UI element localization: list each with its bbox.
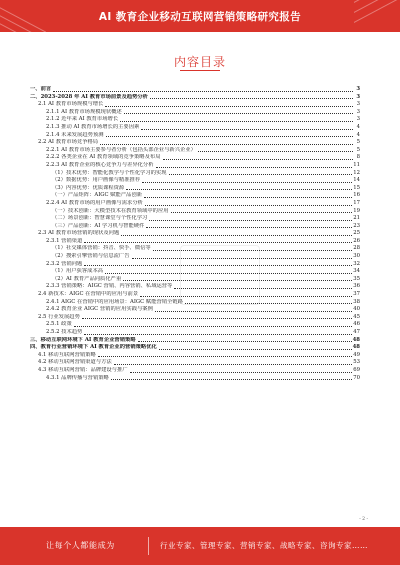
toc-entry-title: 2.5.1 政策 (46, 321, 72, 328)
toc-entry[interactable] (30, 124, 360, 132)
toc-entry-title: 一、前言 (30, 86, 52, 92)
toc-entry-title: 2.4 新技术：AIGC 在营销中的应用与前景 (38, 291, 139, 298)
toc-entry[interactable] (30, 276, 360, 284)
toc-entry-page: 26 (353, 237, 360, 244)
toc-entry[interactable] (30, 230, 360, 238)
toc-leader-dots (132, 258, 353, 259)
toc-leader-dots (123, 280, 352, 281)
toc-entry-page: 25 (353, 230, 360, 237)
toc-entry-title: 2.1 AI 教育市场规模与增长 (38, 101, 104, 108)
toc-heading-underline (180, 70, 220, 71)
toc-entry[interactable] (30, 299, 360, 307)
toc-entry-page: 16 (353, 192, 360, 199)
toc-entry[interactable] (30, 253, 360, 261)
toc-leader-dots (105, 106, 353, 107)
toc-entry-title: 2.5 行业发展趋势 (38, 313, 80, 320)
toc-entry-page: 3 (356, 116, 360, 123)
toc-entry[interactable] (30, 344, 360, 352)
toc-entry-title: （1）用户获客成本高 (52, 268, 104, 275)
toc-leader-dots (155, 311, 352, 312)
toc-entry-title: 2.4.2 教育企业 AIGC 营销的应用实践与案例 (46, 306, 153, 313)
toc-entry[interactable] (30, 101, 360, 109)
toc-entry-page: 45 (353, 313, 360, 320)
toc-entry-page: 4 (356, 123, 360, 130)
toc-entry-page: 11 (353, 161, 360, 168)
toc-entry-page: 32 (353, 260, 360, 267)
toc-entry[interactable] (30, 147, 360, 155)
toc-entry-title: （2）AI 教育产品同质化严重 (52, 275, 122, 282)
toc-entry[interactable] (30, 359, 360, 367)
toc-leader-dots (53, 91, 353, 92)
toc-entry-title: 2.2.2 各类企业在 AI 教育领域的竞争策略及布局 (46, 154, 161, 161)
toc-entry-page: 36 (353, 283, 360, 290)
toc-leader-dots (144, 197, 352, 198)
toc-entry-page: 5 (356, 146, 360, 153)
toc-entry[interactable] (30, 139, 360, 147)
toc-entry-page: 12 (353, 169, 360, 176)
toc-entry-title: 2.3.1 营销渠道 (46, 237, 83, 244)
toc-entry[interactable] (30, 116, 360, 124)
toc-entry[interactable] (30, 238, 360, 246)
toc-leader-dots (121, 235, 352, 236)
footer-slogan-right: 行业专家、管理专家、营销专家、战略专家、咨询专家…… (160, 541, 368, 550)
toc-leader-dots (106, 136, 353, 137)
toc-entry-page: 3 (356, 86, 360, 92)
toc-entry-title: 2.3 AI 教育市场营销的现状及问题 (38, 230, 120, 237)
toc-entry-title: （三）产品创新：AI 学习机与智能硬件 (52, 222, 145, 229)
toc-entry-title: （2）搜索引擎营销与信息流广告 (52, 253, 130, 260)
toc-entry-page: 47 (353, 329, 360, 335)
report-title: AI 教育企业移动互联网营销策略研究报告 (98, 10, 302, 23)
toc-entry[interactable] (30, 185, 360, 193)
toc-entry[interactable] (30, 306, 360, 314)
toc-entry-title: 三、移动互联网环境下 AI 教育企业营销策略 (30, 336, 136, 343)
footer-banner (0, 527, 400, 565)
toc-leader-dots (198, 151, 353, 152)
toc-entry[interactable] (30, 170, 360, 178)
toc-entry[interactable] (30, 321, 360, 329)
toc-entry-page: 48 (352, 336, 360, 343)
toc-leader-dots (142, 182, 352, 183)
toc-entry-page: 37 (353, 291, 360, 298)
toc-entry-title: 2.2.4 AI 教育市场的用户画像与需求分析 (46, 199, 143, 206)
table-of-contents (30, 86, 360, 382)
toc-entry-page: 48 (352, 344, 360, 351)
toc-leader-dots (74, 326, 352, 327)
toc-entry[interactable] (30, 215, 360, 223)
toc-entry-title: 二、2023-2028 年 AI 教育市场前景及趋势分析 (30, 93, 148, 100)
header-banner (0, 0, 400, 32)
toc-leader-dots (185, 303, 352, 304)
toc-entry-page: 4 (356, 131, 360, 138)
toc-leader-dots (141, 129, 353, 130)
footer-divider (148, 537, 149, 555)
toc-entry-title: 2.3.3 营销策略：AIGC 营销、内容营销、私域运营等 (46, 283, 173, 290)
toc-entry-page: 3 (356, 101, 360, 108)
toc-entry[interactable] (30, 268, 360, 276)
toc-entry[interactable] (30, 314, 360, 322)
toc-entry[interactable] (30, 132, 360, 140)
toc-leader-dots (124, 113, 353, 114)
toc-entry-title: 四、教育行业营销环境下 AI 教育企业的营销策略优化 (30, 344, 157, 351)
header-decoration-right (354, 0, 400, 32)
toc-entry-title: 2.5.2 技术趋势 (46, 329, 83, 335)
toc-entry[interactable] (30, 192, 360, 200)
toc-leader-dots (149, 220, 352, 221)
toc-leader-dots (126, 189, 352, 190)
toc-leader-dots (146, 227, 352, 228)
toc-leader-dots (114, 364, 353, 365)
toc-entry-page: 49 (353, 351, 360, 358)
toc-leader-dots (84, 265, 352, 266)
toc-entry-page: 21 (353, 215, 360, 222)
toc-entry-title: （3）内容优势：优质课程资源 (52, 184, 125, 191)
toc-entry[interactable] (30, 245, 360, 253)
toc-entry-page: 46 (353, 321, 360, 328)
toc-entry-page: 40 (353, 306, 360, 313)
toc-entry-page: 35 (353, 275, 360, 282)
toc-entry-title: 2.1.4 未来发展趋势预测 (46, 131, 104, 138)
toc-entry-page: 23 (353, 222, 360, 229)
toc-entry-title: 2.1.2 近年来 AI 教育市场增长 (46, 116, 119, 123)
header-decoration-left (0, 0, 46, 32)
toc-entry[interactable] (30, 283, 360, 291)
toc-entry-page: 17 (353, 199, 360, 206)
toc-entry-title: 2.2.1 AI 教育市场主要参与者分析（包括头部企业与新兴企业） (46, 146, 196, 153)
toc-leader-dots (84, 242, 352, 243)
toc-entry-page: 69 (353, 366, 360, 373)
toc-entry-title: 2.2 AI 教育市场竞争格局 (38, 139, 99, 146)
toc-leader-dots (138, 341, 352, 342)
toc-entry[interactable] (30, 154, 360, 162)
toc-entry[interactable] (30, 291, 360, 299)
toc-entry[interactable] (30, 367, 360, 375)
toc-leader-dots (169, 174, 353, 175)
toc-entry-page: 28 (353, 245, 360, 252)
toc-heading: 内容目录 (173, 55, 226, 69)
toc-leader-dots (82, 318, 352, 319)
toc-leader-dots (156, 167, 353, 168)
toc-entry[interactable] (30, 177, 360, 185)
toc-entry-title: （2）数据优势：用户画像与精准推荐 (52, 177, 141, 184)
toc-entry-page: 30 (353, 253, 360, 260)
toc-leader-dots (98, 356, 352, 357)
toc-leader-dots (120, 121, 353, 122)
toc-entry[interactable] (30, 200, 360, 208)
toc-leader-dots (171, 212, 353, 213)
toc-entry-title: （一）技术创新：大模型技术在教育领域中的应用 (52, 207, 169, 214)
toc-entry[interactable] (30, 261, 360, 269)
toc-leader-dots (163, 159, 354, 160)
toc-entry-title: 2.1.3 推动 AI 教育市场增长的主要因素 (46, 123, 140, 130)
toc-entry-title: （1）技术优势：智能化教学与个性化学习的实现 (52, 169, 167, 176)
toc-leader-dots (84, 334, 352, 335)
toc-entry-title: （1）社交媒体营销：抖音、快手、微信等 (52, 245, 151, 252)
toc-entry[interactable] (30, 352, 360, 360)
toc-entry[interactable] (30, 208, 360, 216)
footer-slogan-left: 让每个人都能成为 (46, 541, 115, 550)
toc-entry[interactable] (30, 109, 360, 117)
toc-entry-title: 4.3.1 品牌传播与营销策略 (46, 374, 109, 381)
toc-entry-title: 2.1.1 AI 教育市场规模现状概述 (46, 108, 122, 115)
toc-entry-title: 4.1 移动互联网营销策略 (38, 351, 96, 358)
toc-entry-title: 2.3.2 营销问题 (46, 260, 83, 267)
toc-leader-dots (111, 379, 352, 380)
toc-entry[interactable] (30, 375, 360, 383)
toc-entry-page: 8 (356, 154, 360, 161)
toc-entry-page: 19 (353, 207, 360, 214)
toc-leader-dots (145, 205, 352, 206)
toc-entry[interactable] (30, 337, 360, 345)
toc-leader-dots (174, 288, 352, 289)
toc-entry-page: 38 (353, 298, 360, 305)
toc-leader-dots (150, 98, 353, 99)
toc-entry-title: 4.2 移动互联网营销渠道与方法 (38, 359, 112, 366)
toc-entry-page: 53 (353, 359, 360, 366)
toc-entry-page: 3 (356, 108, 360, 115)
toc-entry-page: 70 (353, 374, 360, 381)
toc-entry-page: 14 (353, 177, 360, 184)
toc-entry[interactable] (30, 94, 360, 102)
toc-entry[interactable] (30, 223, 360, 231)
toc-leader-dots (130, 372, 353, 373)
toc-entry[interactable] (30, 162, 360, 170)
page-number: - 2 - (359, 517, 368, 522)
toc-leader-dots (140, 296, 352, 297)
toc-entry-title: （二）场景创新：智慧课堂与个性化学习 (52, 215, 148, 222)
toc-entry-page: 34 (353, 268, 360, 275)
toc-leader-dots (153, 250, 353, 251)
toc-entry-title: 4.3 移动互联网营销：品牌建设与推广 (38, 366, 128, 373)
toc-entry-title: 2.2.3 AI 教育企业的核心竞争力与差异化分析 (46, 161, 154, 168)
toc-entry[interactable] (30, 86, 360, 94)
toc-entry-title: 2.4.1 AIGC 在营销中的应用场景：AIGC 赋能营销全链路 (46, 298, 183, 305)
toc-entry-page: 5 (356, 139, 360, 146)
toc-entry-title: （一）产品矩阵：AIGC 赋能产品创新 (52, 192, 143, 199)
toc-leader-dots (100, 144, 353, 145)
toc-entry[interactable] (30, 329, 360, 337)
toc-leader-dots (159, 349, 352, 350)
toc-entry-page: 15 (353, 184, 360, 191)
toc-entry-page: 3 (356, 93, 360, 100)
toc-leader-dots (105, 273, 352, 274)
